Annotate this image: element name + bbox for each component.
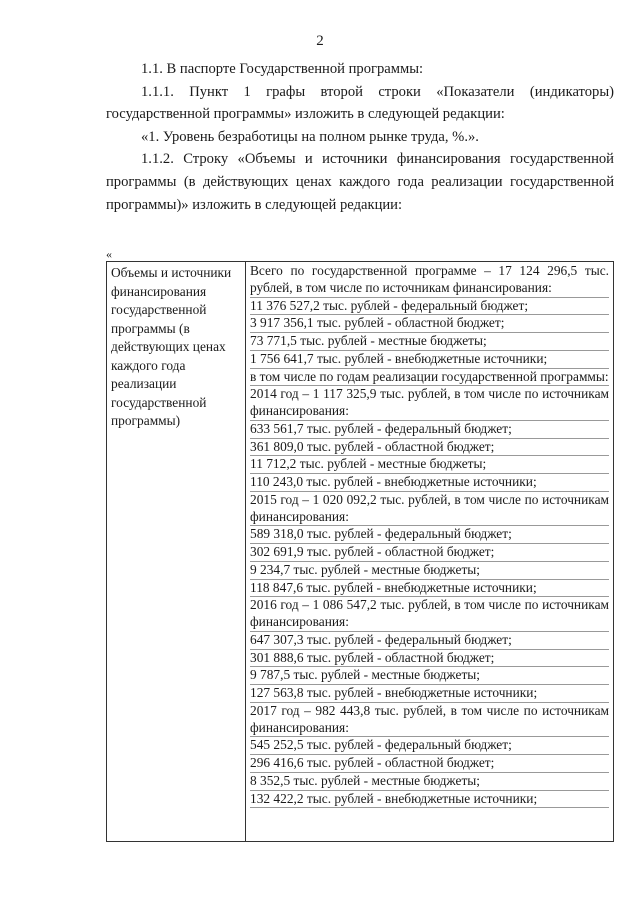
- paragraph: «1. Уровень безработицы на полном рынке труда, %.».: [141, 128, 479, 145]
- year-heading: 2014 год – 1 117 325,9 тыс. рублей, в том числе по источникам финансирования:: [250, 386, 609, 421]
- year-line: 110 243,0 тыс. рублей - внебюджетные источники;: [250, 474, 609, 492]
- paragraph: 1.1. В паспорте Государственной программы:: [141, 61, 424, 77]
- year-line: 302 691,9 тыс. рублей - областной бюджет;: [250, 544, 609, 562]
- paragraph: 1.1.1. Пункт 1 графы второй строки «Показатели (индикаторы) государственной программы» изложить в следующей редакции:: [106, 83, 614, 123]
- total-line: 1 756 641,7 тыс. рублей - внебюджетные источники;: [250, 351, 609, 369]
- year-line: 9 787,5 тыс. рублей - местные бюджеты;: [250, 667, 609, 685]
- year-line: 9 234,7 тыс. рублей - местные бюджеты;: [250, 562, 609, 580]
- funding-table: [106, 261, 614, 842]
- page-number: 2: [316, 33, 324, 49]
- total-intro: Всего по государственной программе – 17 124 296,5 тыс. рублей, в том числе по источникам финансирования:: [250, 263, 609, 298]
- funding-label-cell: Объемы и источники финансирования государственной программы (в действующих ценах каждого года реализации государственной программы): [107, 262, 246, 841]
- paragraphs: [106, 58, 614, 216]
- year-heading: 2017 год – 982 443,8 тыс. рублей, в том числе по источникам финансирования:: [250, 703, 609, 738]
- year-heading: 2015 год – 1 020 092,2 тыс. рублей, в том числе по источникам финансирования:: [250, 492, 609, 527]
- year-line: 647 307,3 тыс. рублей - федеральный бюджет;: [250, 632, 609, 650]
- year-line: 301 888,6 тыс. рублей - областной бюджет;: [250, 650, 609, 668]
- year-line: 118 847,6 тыс. рублей - внебюджетные источники;: [250, 580, 609, 598]
- paragraph: 1.1.2. Строку «Объемы и источники финансирования государственной программы (в действующих ценах каждого года реализации государственной программы)» изложить в следующей редакции:: [106, 151, 614, 213]
- year-line: 132 422,2 тыс. рублей - внебюджетные источники;: [250, 791, 609, 809]
- year-line: 633 561,7 тыс. рублей - федеральный бюджет;: [250, 421, 609, 439]
- year-line: 589 318,0 тыс. рублей - федеральный бюджет;: [250, 526, 609, 544]
- funding-value-cell: [246, 262, 613, 841]
- total-line: 73 771,5 тыс. рублей - местные бюджеты;: [250, 333, 609, 351]
- year-line: 8 352,5 тыс. рублей - местные бюджеты;: [250, 773, 609, 791]
- total-line: 3 917 356,1 тыс. рублей - областной бюджет;: [250, 315, 609, 333]
- year-line: 11 712,2 тыс. рублей - местные бюджеты;: [250, 456, 609, 474]
- year-line: 361 809,0 тыс. рублей - областной бюджет;: [250, 439, 609, 457]
- by-years-intro: в том числе по годам реализации государственной программы:: [250, 369, 609, 387]
- year-line: 545 252,5 тыс. рублей - федеральный бюджет;: [250, 737, 609, 755]
- quote-mark: «: [106, 247, 112, 261]
- total-line: 11 376 527,2 тыс. рублей - федеральный бюджет;: [250, 298, 609, 316]
- year-line: 127 563,8 тыс. рублей - внебюджетные источники;: [250, 685, 609, 703]
- year-heading: 2016 год – 1 086 547,2 тыс. рублей, в том числе по источникам финансирования:: [250, 597, 609, 632]
- year-line: 296 416,6 тыс. рублей - областной бюджет;: [250, 755, 609, 773]
